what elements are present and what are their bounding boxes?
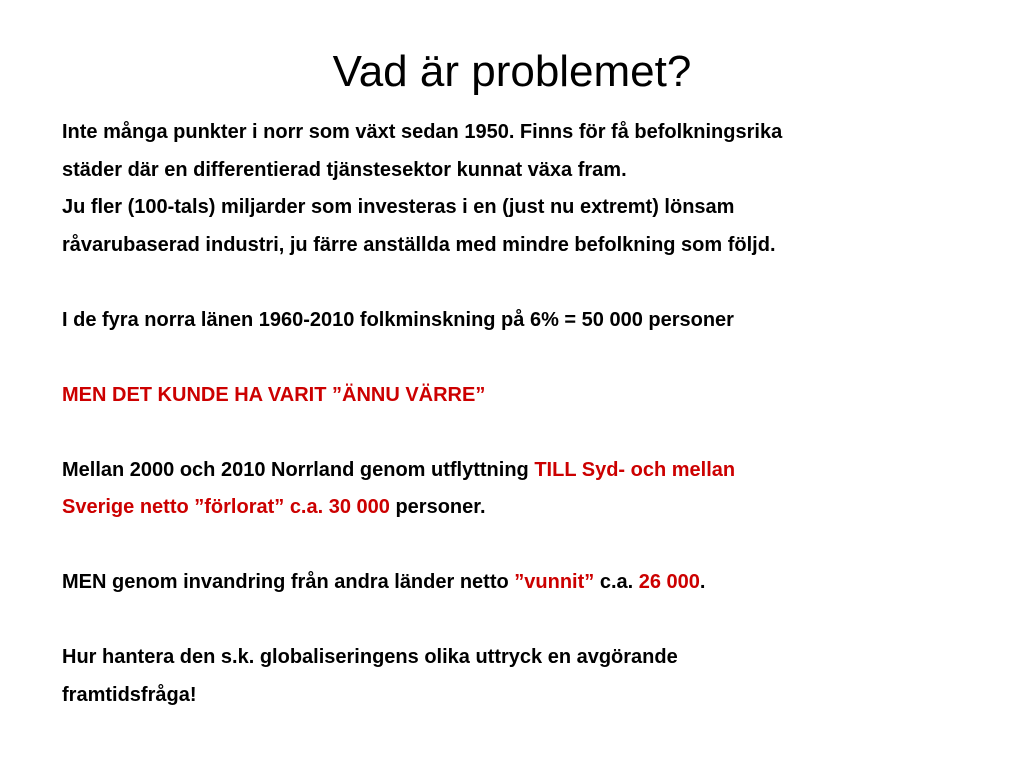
outmigration-text-a: Mellan 2000 och 2010 Norrland genom utflyttning	[62, 458, 535, 481]
growth-points-line-1: Inte många punkter i norr som växt sedan 1950. Finns för få befolkningsrika	[62, 121, 783, 143]
globalization-line-1: Hur hantera den s.k. globaliseringens olika uttryck en avgörande	[62, 646, 678, 668]
immigration-text-e: .	[699, 571, 706, 593]
slide-title: Vad är problemet?	[332, 47, 692, 96]
spacer	[62, 339, 972, 377]
immigration-text-a: MEN genom invandring från andra länder netto	[62, 571, 515, 593]
spacer	[62, 602, 972, 640]
paragraph-immigration	[62, 564, 972, 602]
paragraph-investment	[62, 189, 972, 264]
immigration-text-c: c.a.	[594, 571, 639, 593]
outmigration-highlight-b: TILL Syd- och mellan	[534, 458, 736, 481]
slide-body	[62, 114, 972, 714]
globalization-line-2: framtidsfråga!	[62, 683, 197, 706]
paragraph-could-be-worse: MEN DET KUNDE HA VARIT ”ÄNNU VÄRRE”	[62, 383, 486, 406]
paragraph-outmigration	[62, 452, 972, 527]
outmigration-text-d: personer.	[389, 496, 486, 518]
investment-line-1: Ju fler (100-tals) miljarder som investeras i en (just nu extremt) lönsam	[62, 196, 735, 218]
spacer	[62, 414, 972, 452]
spacer	[62, 527, 972, 565]
spacer	[62, 264, 972, 302]
immigration-highlight-b: ”vunnit”	[514, 571, 595, 593]
immigration-highlight-d: 26 000	[638, 571, 700, 593]
outmigration-highlight-c: Sverige netto ”förlorat” c.a. 30 000	[62, 496, 390, 518]
growth-points-line-2: städer där en differentierad tjänstesektor kunnat växa fram.	[62, 158, 627, 181]
investment-line-2: råvarubaserad industri, ju färre anställda med mindre befolkning som följd.	[62, 233, 776, 256]
paragraph-growth-points	[62, 114, 972, 189]
paragraph-globalization	[62, 639, 972, 714]
paragraph-population-decline: I de fyra norra länen 1960-2010 folkminskning på 6% = 50 000 personer	[62, 308, 734, 331]
